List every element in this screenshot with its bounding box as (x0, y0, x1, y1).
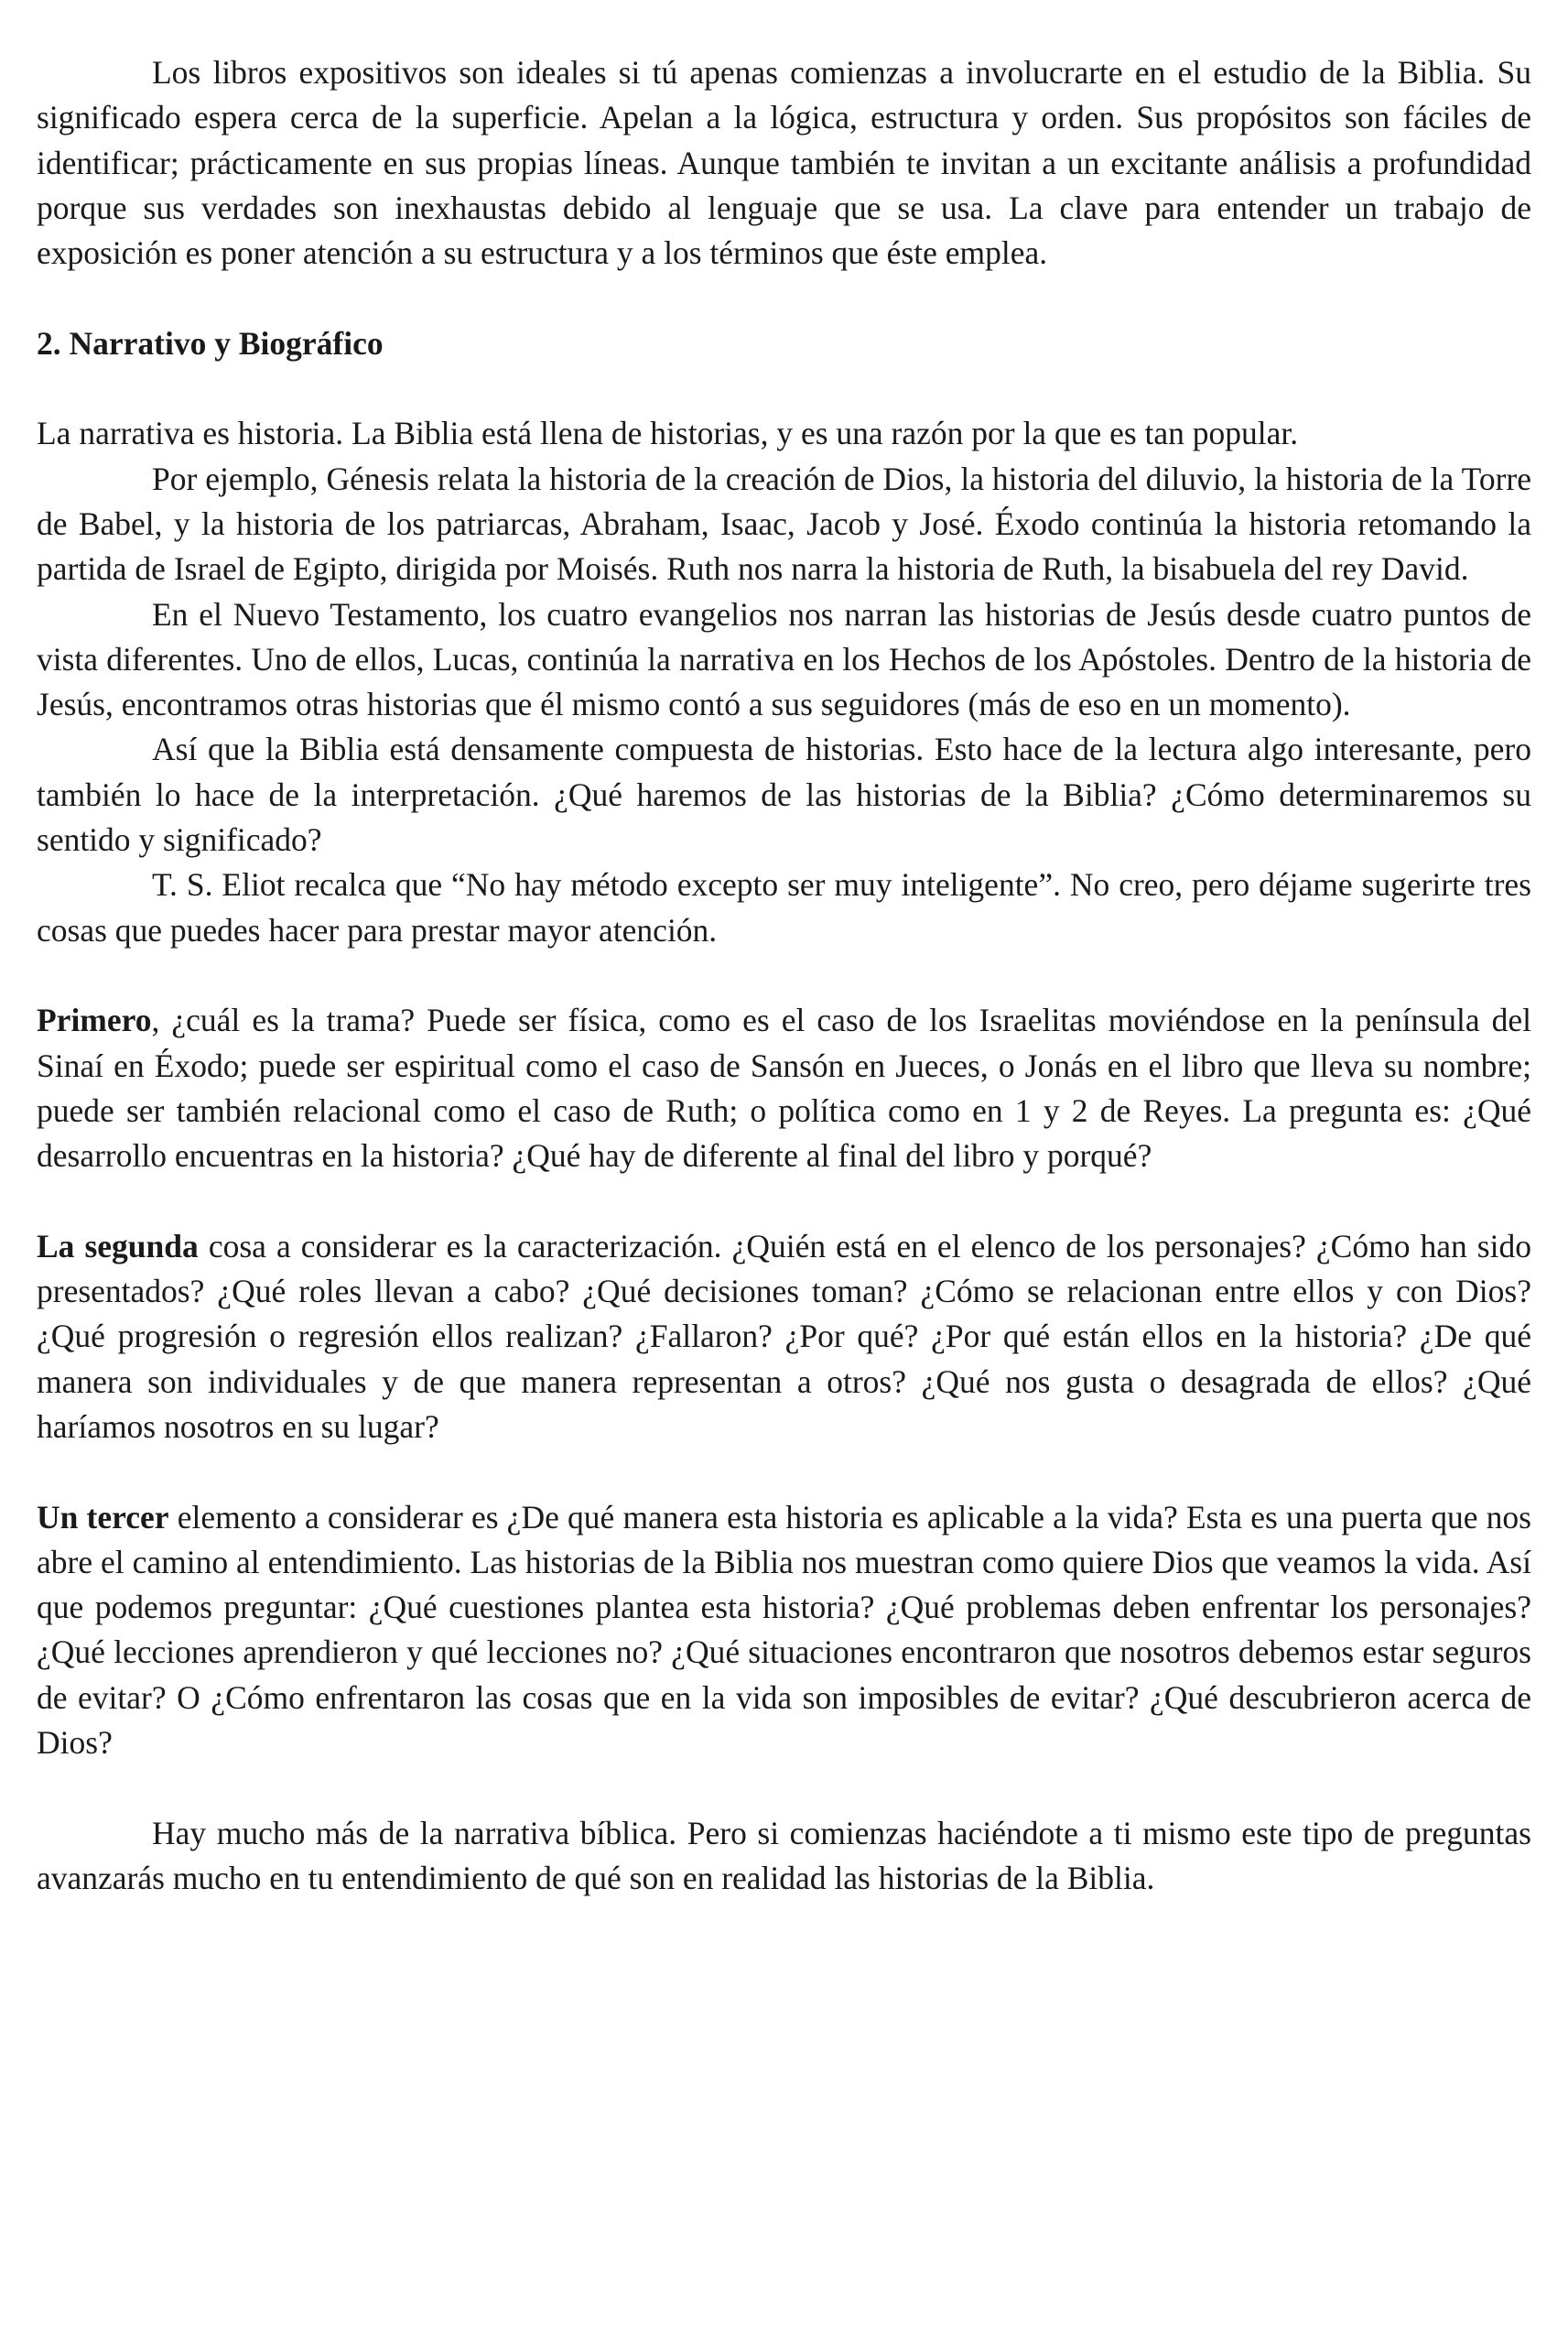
section-heading: 2. Narrativo y Biográfico (37, 324, 384, 362)
narrative-opening-paragraph: La narrativa es historia. La Biblia está llena de historias, y es una razón por la que es tan popular. (37, 415, 1299, 452)
third-point-text: elemento a considerar es ¿De qué manera esta historia es aplicable a la vida? Esta es una puerta que nos abre el camino al entendimiento. Las historias de la Biblia nos muestran como quiere Dios que veamos la vida. Así que podemos preguntar: ¿Qué cuestiones plantea esta historia? ¿Qué problemas deben enfrentar los personajes? ¿Qué lecciones aprendieron y qué lecciones no? ¿Qué situaciones encontraron que nosotros debemos estar seguros de evitar? O ¿Cómo enfrentaron las cosas que en la vida son imposibles de evitar? ¿Qué descubrieron acerca de Dios? (37, 1498, 1531, 1761)
closing-paragraph: Hay mucho más de la narrativa bíblica. Pero si comienzas haciéndote a ti mismo este tipo de preguntas avanzarás mucho en tu entendimiento de qué son en realidad las historias de la Biblia. (37, 1814, 1531, 1896)
eliot-quote-paragraph: T. S. Eliot recalca que “No hay método excepto ser muy inteligente”. No creo, pero déjame sugerirte tres cosas que puedes hacer para prestar mayor atención. (37, 866, 1531, 949)
first-point-paragraph (37, 998, 1531, 1178)
second-point-lead: La segunda (37, 1227, 199, 1264)
second-point-text: cosa a considerar es la caracterización. ¿Quién está en el elenco de los personajes? ¿Cómo han sido presentados? ¿Qué roles llevan a cabo? ¿Qué decisiones toman? ¿Cómo se relacionan entre ellos y con Dios? ¿Qué progresión o regresión ellos realizan? ¿Fallaron? ¿Por qué? ¿Por qué están ellos en la historia? ¿De qué manera son individuales y de que manera representan a otros? ¿Qué nos gusta o desagrada de ellos? ¿Qué haríamos nosotros en su lugar? (37, 1227, 1531, 1445)
first-point-lead: Primero (37, 1002, 152, 1039)
third-point-lead: Un tercer (37, 1498, 169, 1536)
second-point-paragraph (37, 1224, 1531, 1449)
interpretation-paragraph: Así que la Biblia está densamente compuesta de historias. Esto hace de la lectura algo interesante, pero también lo hace de la interpretación. ¿Qué haremos de las historias de la Biblia? ¿Cómo determinaremos su sentido y significado? (37, 731, 1531, 859)
new-testament-paragraph: En el Nuevo Testamento, los cuatro evangelios nos narran las historias de Jesús desde cuatro puntos de vista diferentes. Uno de ellos, Lucas, continúa la narrativa en los Hechos de los Apóstoles. Dentro de la historia de Jesús, encontramos otras historias que él mismo contó a sus seguidores (más de eso en un momento). (37, 595, 1531, 723)
third-point-paragraph (37, 1495, 1531, 1766)
examples-paragraph: Por ejemplo, Génesis relata la historia de la creación de Dios, la historia del diluvio, la historia de la Torre de Babel, y la historia de los patriarcas, Abraham, Isaac, Jacob y José. Éxodo continúa la historia retomando la partida de Israel de Egipto, dirigida por Moisés. Ruth nos narra la historia de Ruth, la bisabuela del rey David. (37, 460, 1531, 588)
first-point-text: , ¿cuál es la trama? Puede ser física, como es el caso de los Israelitas moviéndose en la península del Sinaí en Éxodo; puede ser espiritual como el caso de Sansón en Jueces, o Jonás en el libro que lleva su nombre; puede ser también relacional como el caso de Ruth; o política como en 1 y 2 de Reyes. La pregunta es: ¿Qué desarrollo encuentras en la historia? ¿Qué hay de diferente al final del libro y porqué? (37, 1002, 1531, 1175)
document-page (37, 50, 1531, 1901)
intro-paragraph: Los libros expositivos son ideales si tú apenas comienzas a involucrarte en el estudio de la Biblia. Su significado espera cerca de la superficie. Apelan a la lógica, estructura y orden. Sus propósitos son fáciles de identificar; prácticamente en sus propias líneas. Aunque también te invitan a un excitante análisis a profundidad porque sus verdades son inexhaustas debido al lenguaje que se usa. La clave para entender un trabajo de exposición es poner atención a su estructura y a los términos que éste emplea. (37, 54, 1531, 272)
